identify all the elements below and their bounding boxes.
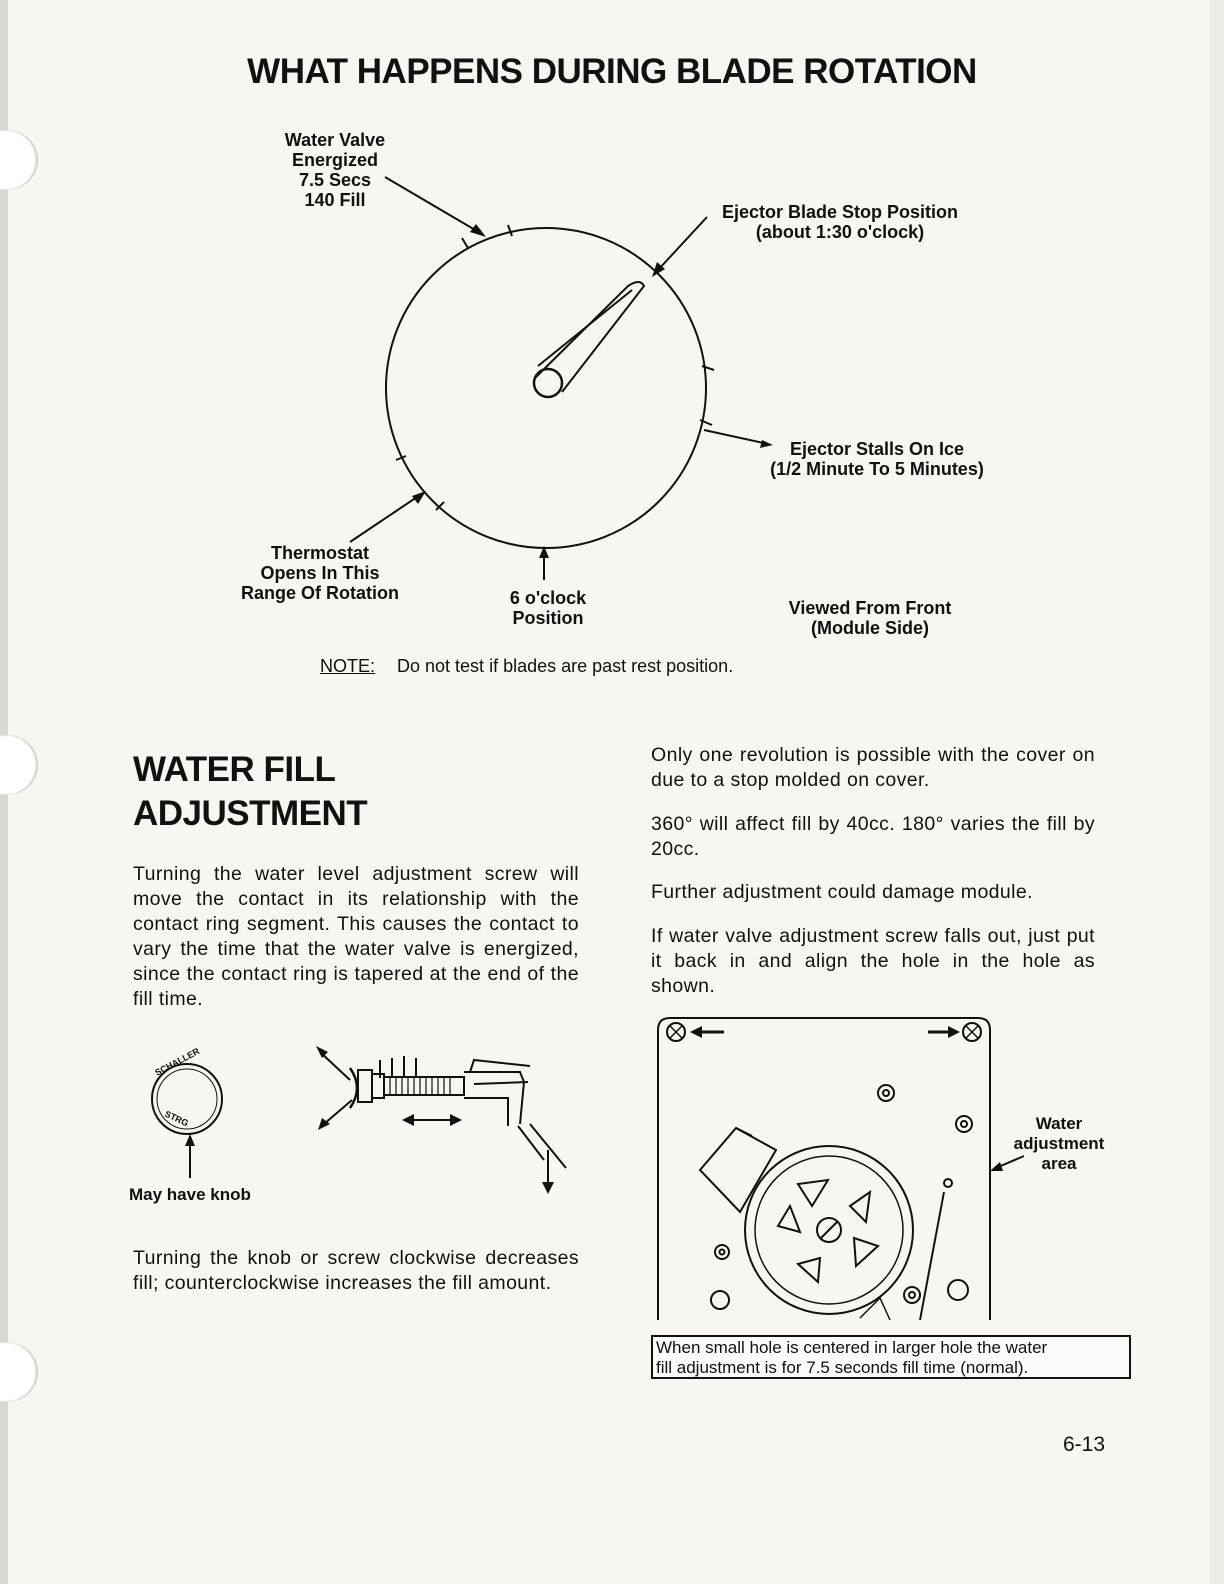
page-title: WHAT HAPPENS DURING BLADE ROTATION <box>247 52 977 91</box>
knob-illustration <box>152 1046 222 1178</box>
ejector-blade-shape <box>534 282 644 397</box>
knob-text-bottom: STRG <box>163 1108 191 1129</box>
thermostat-label: Thermostat Opens In This Range Of Rotation <box>241 543 399 603</box>
note <box>320 656 733 677</box>
intro-paragraph: Turning the water level adjustment screw will move the contact in its relationship with the contact ring segment. This causes the contact to vary the time that the water valve is energized, since the contact ring is tapered at the end of the fill time. <box>133 863 579 1010</box>
water-valve-label: Water Valve Energized 7.5 Secs 140 Fill <box>284 130 386 210</box>
rotation-circle <box>386 228 706 548</box>
right-paragraph-4: If water valve adjustment screw falls out, just put it back in and align the hole in the hole as shown. <box>651 925 1095 997</box>
knob-caption: May have knob <box>129 1185 251 1204</box>
knob-text-top: SCHALLER <box>153 1045 202 1078</box>
module-caption: When small hole is centered in larger hole the water fill adjustment is for 7.5 seconds fill time (normal). <box>651 1335 1131 1379</box>
note-label: NOTE: <box>320 656 376 676</box>
right-paragraph-1: Only one revolution is possible with the cover on due to a stop molded on cover. <box>651 744 1095 791</box>
thermostat-arrow <box>350 495 420 542</box>
note-text: Do not test if blades are past rest position. <box>397 656 734 676</box>
ejector-stalls-label: Ejector Stalls On Ice (1/2 Minute To 5 Minutes) <box>770 439 984 479</box>
module-illustration <box>658 1018 1024 1320</box>
adjustment-screw-illustration <box>316 1046 566 1194</box>
viewed-from-label: Viewed From Front (Module Side) <box>788 598 952 638</box>
right-paragraph-2: 360° will affect fill by 40cc. 180° varies the fill by 20cc. <box>651 813 1095 860</box>
section-heading: WATER FILL ADJUSTMENT <box>133 750 368 833</box>
turning-paragraph: Turning the knob or screw clockwise decreases fill; counterclockwise increases the fill amount. <box>133 1247 579 1294</box>
page-number: 6-13 <box>1063 1433 1106 1456</box>
water-adjustment-label: Water adjustment area <box>1013 1114 1105 1173</box>
right-paragraph-3: Further adjustment could damage module. <box>651 881 1033 903</box>
ejector-stop-label: Ejector Blade Stop Position (about 1:30 o'clock) <box>721 202 959 242</box>
six-oclock-label: 6 o'clock Position <box>509 588 587 628</box>
